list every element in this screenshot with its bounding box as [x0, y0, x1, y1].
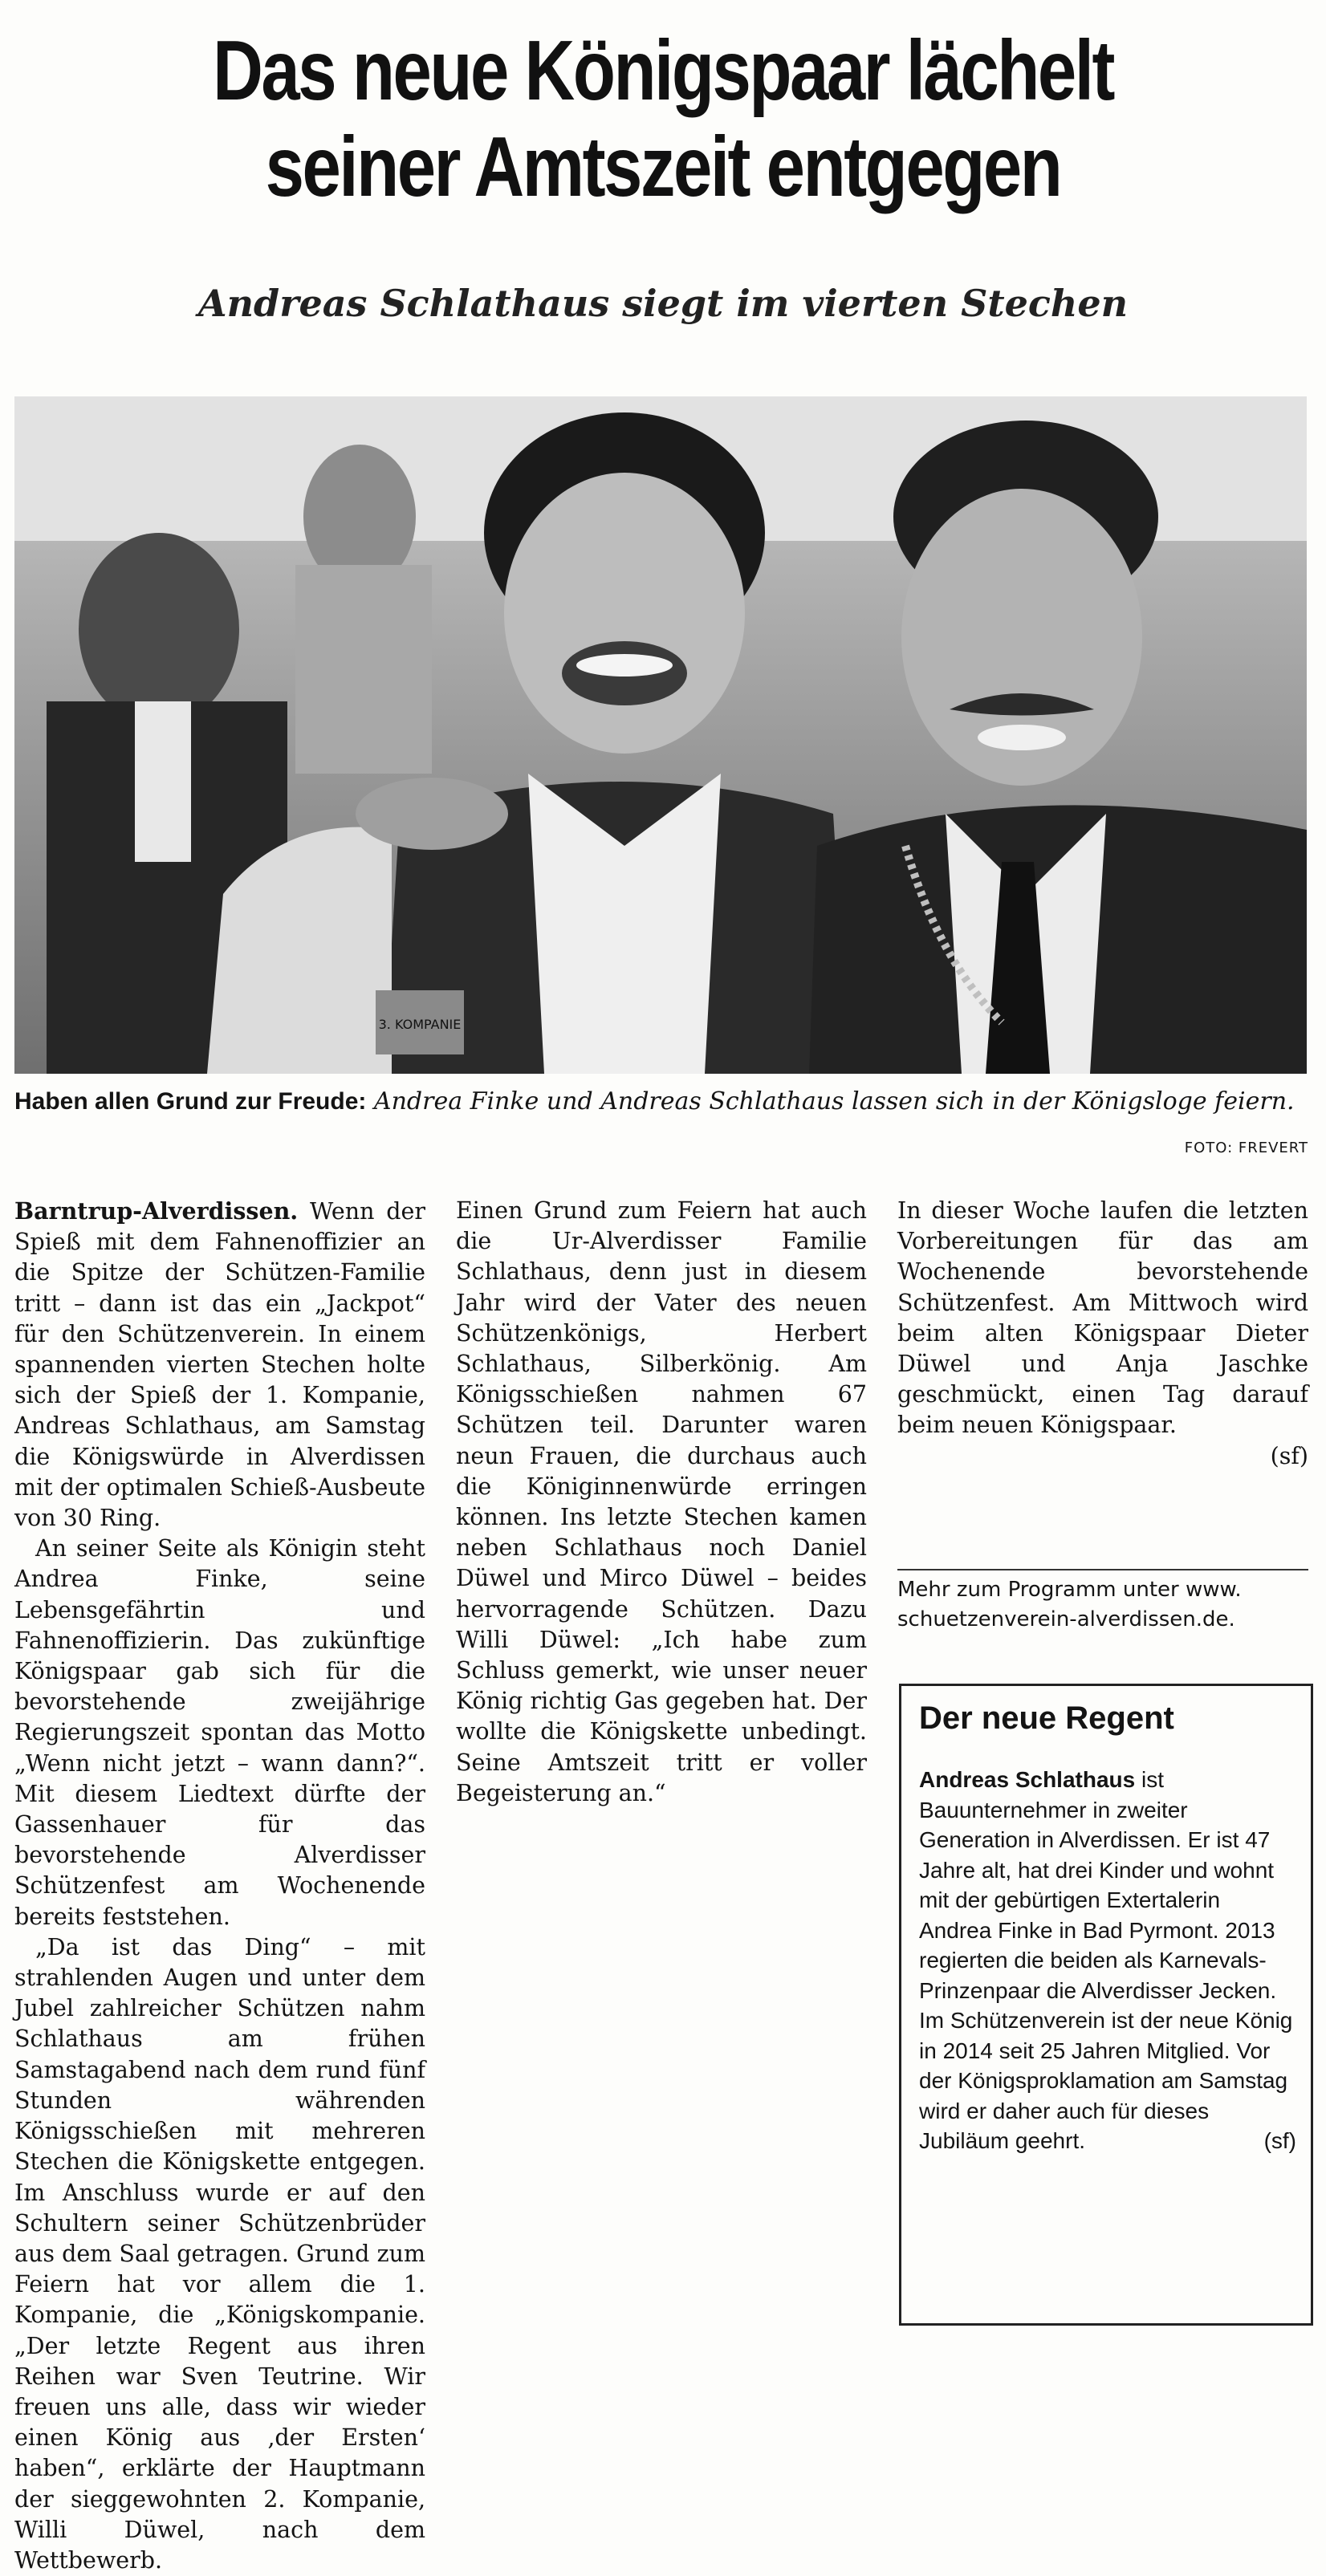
sidebar-signature: (sf) [1263, 2128, 1296, 2153]
paragraph-1 [14, 1196, 425, 1534]
sidebar-box [899, 1684, 1313, 2326]
caption-text: Andrea Finke und Andreas Schlathaus lassen sich in der Königsloge feiern. [366, 1087, 1295, 1115]
paragraph-1-text: Wenn der Spieß mit dem Fahnenoffizier an die Spitze der Schützen-Familie tritt – dann ist das ein „Jackpot“ für den Schützenverein. In einem spannenden vierten Stechen holte sich der Spieß der 1. Kompanie, Andreas Schlathaus, am Samstag die Königswürde in Alverdissen mit der optimalen Schieß-Ausbeute von 30 Ring. [14, 1198, 425, 1532]
article-photo [14, 396, 1307, 1074]
headline: Das neue Königspaar lächelt seiner Amtszeit entgegen [213, 23, 1113, 214]
photo-credit: FOTO: FREVERT [1184, 1140, 1308, 1156]
photo-illustration [14, 396, 1307, 1074]
badge-label: 3. KOMPANIE [378, 1017, 462, 1032]
sidebar-title: Der neue Regent [919, 1700, 1174, 1736]
paragraph-5: In dieser Woche laufen die letzten Vorbereitungen für das am Wochenende bevorstehende Schützenfest. Am Mittwoch wird beim alten Königspaar Dieter Düwel und Anja Jaschke geschmückt, einen Tag darauf beim neuen Königspaar. [897, 1197, 1308, 1439]
photo-caption [14, 1085, 1308, 1119]
sidebar-name: Andreas Schlathaus [919, 1767, 1136, 1792]
divider [897, 1569, 1308, 1570]
column-1 [14, 1196, 425, 2576]
sidebar-text: ist Bauunternehmer in zweiter Generation in Alverdissen. Er ist 47 Jahre alt, hat drei Kinder und wohnt mit der gebürtigen Extertalerin Andrea Finke in Bad Pyrmont. 2013 regierten die beiden als Karnevals-Prinzenpaar die Alverdisser Jecken. Im Schützenverein ist der neue König in 2014 seit 25 Jahren Mitglied. Vor der Königsproklamation am Samstag wird er daher auch für dieses Jubiläum geehrt. [919, 1767, 1293, 2153]
paragraph-4: Einen Grund zum Feiern hat auch die Ur-Alverdisser Familie Schlathaus, denn just in diesem Jahr wird der Vater des neuen Schützenkönigs, Herbert Schlathaus, Silberkönig. Am Königsschießen nahmen 67 Schützen teil. Darunter waren neun Frauen, die durchaus auch die Königinnenwürde erringen können. Ins letzte Stechen kamen neben Schlathaus noch Daniel Düwel und Mirco Düwel – beides hervorragende Schützen. Dazu Willi Düwel: „Ich habe zum Schluss gemerkt, wie unser neuer König richtig Gas gegeben hat. Der wollte die Königskette unbedingt. Seine Amtszeit tritt er voller Begeisterung an.“ [456, 1197, 867, 1806]
column-3 [897, 1196, 1308, 1472]
column-2 [456, 1196, 867, 1809]
caption-lead: Haben allen Grund zur Freude: [14, 1088, 367, 1115]
program-info: Mehr zum Programm unter www. schuetzenverein-alverdissen.de. [897, 1578, 1242, 1631]
paragraph-3: „Da ist das Ding“ – mit strahlenden Augen und unter dem Jubel zahlreicher Schützen nahm Schlathaus am frühen Samstagabend nach dem rund fünf Stunden währenden Königsschießen mit mehreren Stechen die Königskette entgegen. Im Anschluss wurde er auf den Schultern seiner Schützenbrüder aus dem Saal getragen. Grund zum Feiern hat vor allem die 1. Kompanie, die „Königskompanie. „Der letzte Regent aus ihren Reihen war Sven Teutrine. Wir freuen uns alle, dass wir wieder einen König aus ‚der Ersten‘ haben“, erklärte der Hauptmann der sieggewohnten 2. Kompanie, Willi Düwel, nach dem Wettbewerb. [14, 1933, 425, 2574]
subheadline: Andreas Schlathaus siegt im vierten Stechen [197, 282, 1129, 325]
paragraph-2: An seiner Seite als Königin steht Andrea Finke, seine Lebensgefährtin und Fahnenoffizierin. Das zukünftige Königspaar gab sich für die bevorstehende zweijährige Regierungszeit spontan das Motto „Wenn nicht jetzt – wann dann?“. Mit diesem Liedtext dürfte der Gassenhauer für das bevorstehende Alverdisser Schützenfest am Wochenende bereits feststehen. [14, 1535, 425, 1930]
sidebar-body [919, 1765, 1296, 2156]
author-signature: (sf) [1270, 1442, 1308, 1469]
dateline: Barntrup-Alverdissen. [14, 1197, 299, 1225]
